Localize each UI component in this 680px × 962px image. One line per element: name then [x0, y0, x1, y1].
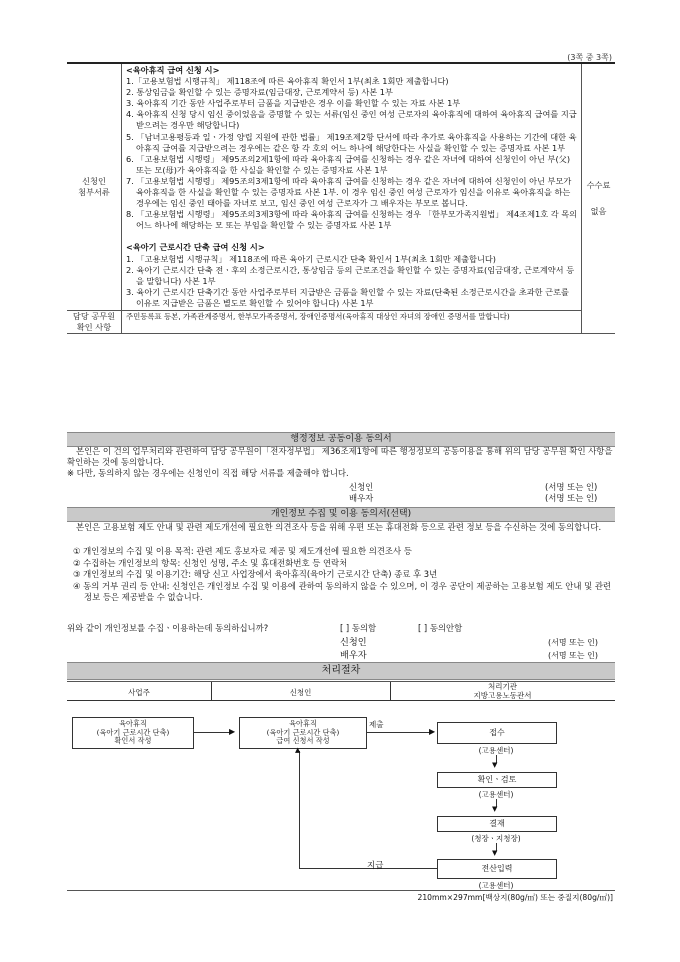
list-item: 2. 통상임금을 확인할 수 있는 증명자료(임금대장, 근로계약서 등) 사본 1부: [126, 87, 393, 98]
privacy-spouse-sign: (서명 또는 인): [548, 651, 598, 660]
admin-consent-title: 행정정보 공동이용 동의서: [67, 432, 615, 447]
admin-applicant-label: 신청인: [349, 482, 374, 492]
attachments-content: [122, 63, 582, 310]
list-item: 1.「고용보험법 시행규칙」 제118조에 따른 육아휴직 확인서 1부(최초 1회만 제출합니다): [126, 76, 449, 87]
list-item: 6. 「고용보험법 시행령」 제95조의2제1항에 따라 육아휴직 급여를 신청하는 경우 같은 자녀에 대하여 신청인이 아닌 부(父) 또는 모(母)가 육아휴직을 한 사실을 확인할 수 있는 증명자료 사본 1부: [126, 153, 571, 175]
list-item: 8. 「고용보험법 시행령」 제95조의3제3항에 따라 육아휴직 급여를 신청하는 경우 「한부모가족지원법」 제4조제1호 각 목의 어느 하나에 해당하는 모 또는 부임을 확인할 수 있는 증명자료 사본 1부: [126, 209, 578, 231]
col-employer: 사업주: [128, 688, 150, 697]
admin-consent-body: 본인은 이 건의 업무처리와 관련하여 담당 공무원이「전자정부법」 제36조제1항에 따른 행정정보의 공동이용을 통해 위의 담당 공무원 확인 사항을 확인하는 것에 동의합니다.: [67, 446, 613, 467]
privacy-agree-option[interactable]: [ ] 동의함: [340, 623, 377, 633]
privacy-intro: 본인은 고용보험 제도 안내 및 관련 제도개선에 필요한 의견조사 등을 위해 우편 또는 휴대전화 등으로 관련 정보 등을 수신하는 것에 동의합니다.: [76, 522, 602, 532]
col-applicant: 신청인: [289, 688, 312, 697]
step-approval: 결재: [437, 816, 557, 832]
parental-leave-heading: <육아휴직 급여 신청 시>: [126, 65, 220, 75]
attachments-table: [67, 62, 615, 334]
procedure-flow: 사업주 신청인 처리기관 지방고용노동관서 육아휴직 (육아기 근로시간 단축) 확인서 작성 ▶ 육아휴직 (육아기 근로시간 단축) 급여 신청서 작성 ▶ 제출 접수 (고용센터) ▼ 확인ㆍ검토 (고용센터) ▼ 결재 (청장ㆍ지청장) ▼ 전산입력 (고용센터) ▲ 지급: [67, 681, 615, 891]
list-item: 5. 「남녀고용평등과 일ㆍ가정 양립 지원에 관한 법률」 제19조제2항 단서에 따라 추가로 육아휴직을 사용하는 기간에 대한 육아휴직 급여를 지급받으려는 경우에는 같은 항 각 호의 어느 하나에 해당한다는 사실을 확인할 수 있는 증명자료 사본 1부: [126, 131, 577, 153]
list-item: 3. 육아기 근로시간 단축기간 동안 사업주로부터 지급받은 금품을 확인할 수 있는 자료(단축된 소정근로시간을 초과한 근로를 이유로 지급받은 금품은 별도로 확인할 수 있어야 합니다) 사본 1부: [126, 286, 569, 308]
admin-spouse-label: 배우자: [349, 493, 374, 503]
pay-label: 지급: [367, 861, 384, 871]
list-item: 7. 「고용보험법 시행령」 제95조의3제1항에 따라 육아휴직 급여를 신청하는 경우 같은 자녀에 대하여 신청인이 아닌 부모가 육아휴직을 한 사실을 확인할 수 있는 증명자료 사본 1부. 이 경우 임신 중인 여성 근로자가 임신을 이유로 육아휴직을 하는 경우에는 임신 중인 태아를 자녀로 보고, 임신 중인 여성 근로자가 그 배우자는 부모로 봅니다.: [126, 175, 572, 209]
privacy-applicant-label: 신청인: [340, 637, 367, 648]
fee-value: 없음: [590, 205, 607, 216]
paper-spec: 210mm×297mm[백상지(80g/㎡) 또는 중질지(80g/㎡)]: [417, 893, 613, 902]
col-agency: 처리기관 지방고용노동관서: [473, 682, 532, 700]
privacy-spouse-label: 배우자: [340, 650, 367, 661]
step-receipt-org: (고용센터): [478, 746, 514, 755]
list-item: 4. 육아휴직 신청 당시 임신 중이었음을 증명할 수 있는 서류(임신 중인 여성 근로자의 육아휴직에 대하여 육아휴직 급여를 지급받으려는 경우만 해당합니다): [126, 109, 577, 131]
list-item: ① 개인정보의 수집 및 이용 목적: 관련 제도 홍보자료 제공 및 제도개선에 필요한 의견조사 등: [73, 546, 412, 556]
privacy-items: [73, 546, 613, 604]
attachments-label: 신청인 첨부서류: [67, 63, 122, 310]
list-item: 2. 육아기 근로시간 단축 전ㆍ후의 소정근로시간, 통상임금 등의 근로조건을 확인할 수 있는 증명자료(임금대장, 근로계약서 등을 말합니다) 사본 1부: [126, 264, 575, 286]
privacy-consent-title: 개인정보 수집 및 이용 동의서(선택): [67, 507, 615, 522]
privacy-disagree-option[interactable]: [ ] 동의안함: [418, 623, 463, 633]
admin-applicant-sign: (서명 또는 인): [545, 482, 598, 492]
submit-label: 제출: [369, 720, 384, 729]
applicant-application-box: 육아휴직 (육아기 근로시간 단축) 급여 신청서 작성: [239, 717, 367, 749]
list-item: ③ 개인정보의 수집 및 이용기간: 해당 신고 사업장에서 육아휴직(육아기 근로시간 단축) 종료 후 3년: [73, 569, 438, 579]
reduced-hours-heading: <육아기 근로시간 단축 급여 신청 시>: [126, 242, 265, 253]
admin-spouse-sign: (서명 또는 인): [545, 493, 598, 503]
privacy-question: 위와 같이 개인정보를 수집ㆍ이용하는데 동의하십니까?: [67, 623, 269, 633]
official-check-label: 담당 공무원 확인 사항: [67, 310, 122, 333]
step-review: 확인ㆍ검토: [437, 772, 557, 788]
fee-cell: [582, 63, 616, 334]
privacy-applicant-sign: (서명 또는 인): [548, 638, 598, 647]
admin-consent-note: ※ 다만, 동의하지 않는 경우에는 신청인이 직접 해당 서류를 제출해야 합니다.: [67, 468, 349, 478]
list-item: ④ 동의 거부 권리 등 안내: 신청인은 개인정보 수집 및 이용에 관하여 동의하지 않을 수 있으며, 이 경우 공단이 제공하는 고용보험 제도 안내 및 관련 정보 등은 제공받을 수 없습니다.: [73, 580, 612, 602]
procedure-title: 처리절차: [67, 662, 615, 680]
step-review-org: (고용센터): [478, 790, 514, 799]
page-number: (3쪽 중 3쪽): [567, 53, 612, 62]
list-item: 1. 「고용보험법 시행규칙」 제118조에 따른 육아기 근로시간 단축 확인서 1부(최초 1회만 제출합니다): [126, 253, 496, 264]
fee-label: 수수료: [586, 180, 611, 191]
step-entry: 전산입력: [437, 859, 557, 879]
official-check-content: 주민등록표 등본, 가족관계증명서, 한부모가족증명서, 장애인증명서(육아휴직 대상인 자녀의 장애인 증명서를 말합니다): [122, 310, 582, 333]
employer-confirm-box: 육아휴직 (육아기 근로시간 단축) 확인서 작성: [72, 717, 194, 749]
list-item: 3. 육아휴직 기간 동안 사업주로부터 금품을 지급받은 경우 이를 확인할 수 있는 자료 사본 1부: [126, 98, 461, 109]
step-entry-org: (고용센터): [478, 881, 514, 890]
step-approval-org: (청장ㆍ지청장): [471, 834, 521, 843]
step-receipt: 접수: [437, 722, 557, 744]
list-item: ② 수집하는 개인정보의 항목: 신청인 성명, 주소 및 휴대전화번호 등 연락처: [73, 557, 348, 568]
